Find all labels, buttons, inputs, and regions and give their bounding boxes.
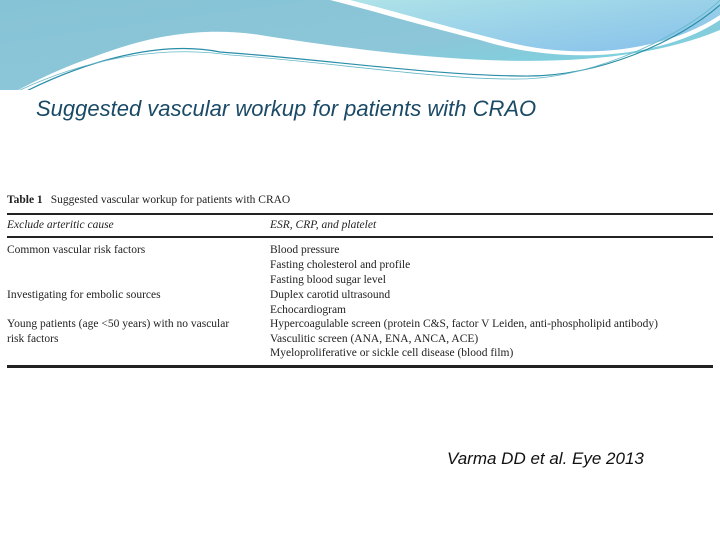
citation: Varma DD et al. Eye 2013 xyxy=(447,449,644,468)
row-label: Investigating for embolic sources xyxy=(7,289,161,301)
table-rule-top xyxy=(7,213,713,215)
table-caption-text: Suggested vascular workup for patients with CRAO xyxy=(50,194,291,206)
slide-title: Suggested vascular workup for patients with CRAO xyxy=(36,96,537,121)
decorative-wave-header xyxy=(0,0,720,90)
row-item: Hypercoagulable screen (protein C&S, factor V Leiden, anti-phospholipid antibody) xyxy=(270,318,658,330)
row-label: Young patients (age <50 years) with no vascular xyxy=(7,318,230,330)
row-item: Duplex carotid ultrasound xyxy=(270,289,391,301)
workup-table xyxy=(5,188,715,372)
row-item: Blood pressure xyxy=(270,244,340,256)
table-rule-header xyxy=(7,236,713,238)
row-label: Common vascular risk factors xyxy=(7,244,146,256)
table-caption xyxy=(7,194,290,206)
header-left: Exclude arteritic cause xyxy=(7,219,114,231)
row-item: Vasculitic screen (ANA, ENA, ANCA, ACE) xyxy=(270,333,479,345)
row-item: Fasting blood sugar level xyxy=(270,274,386,286)
table-rule-bottom xyxy=(7,365,713,368)
table-label: Table 1 xyxy=(7,194,43,206)
row-item: Myeloproliferative or sickle cell disease (blood film) xyxy=(270,347,514,359)
row-item: Echocardiogram xyxy=(270,304,346,316)
row-item: Fasting cholesterol and profile xyxy=(270,259,411,271)
header-right: ESR, CRP, and platelet xyxy=(270,219,377,231)
row-label-continued: risk factors xyxy=(7,333,59,345)
